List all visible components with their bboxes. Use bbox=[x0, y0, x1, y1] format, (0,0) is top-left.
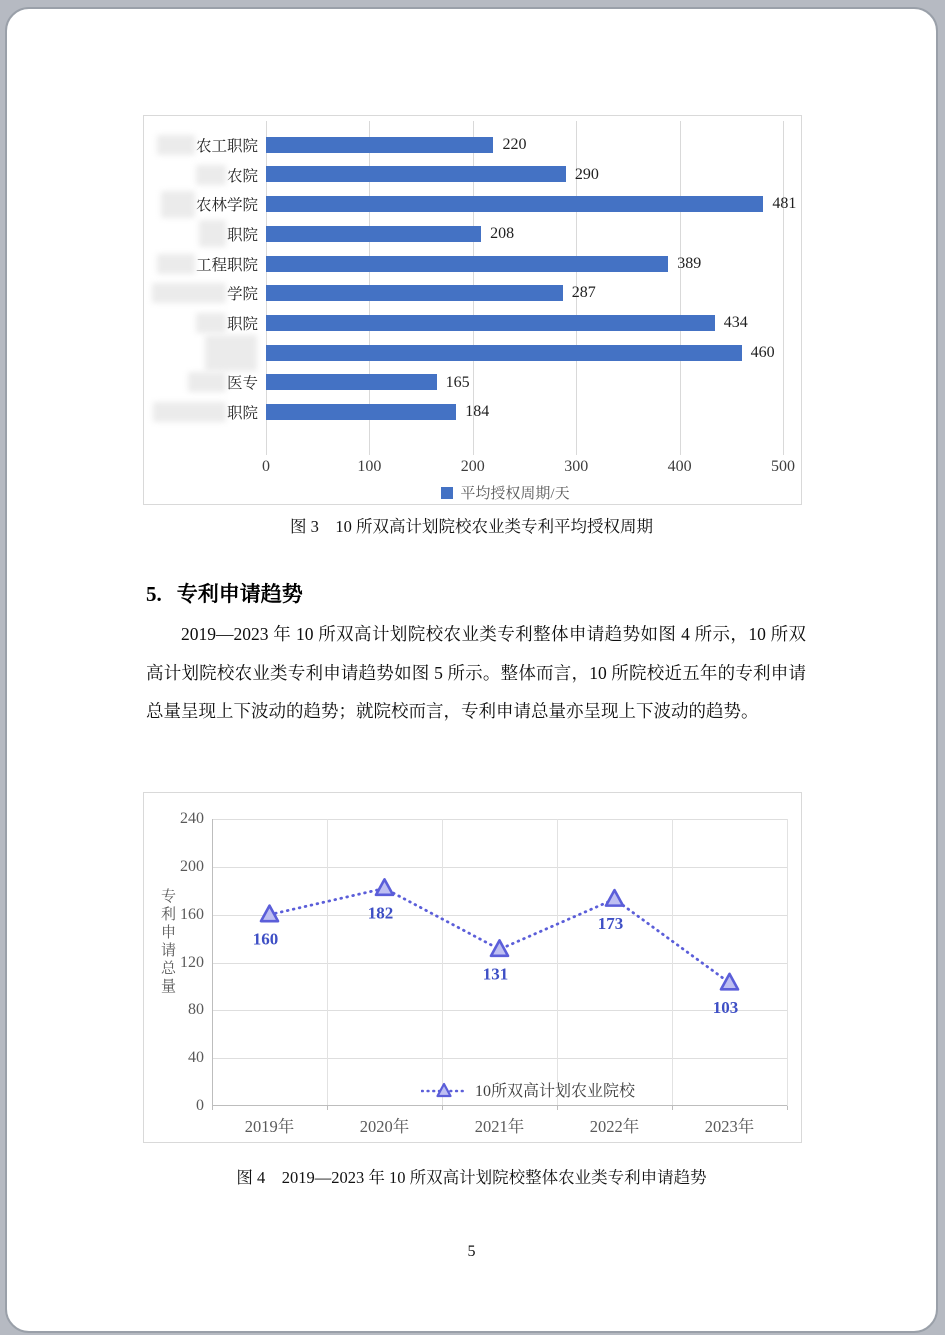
bar-category-text: 医专 bbox=[226, 375, 258, 393]
redacted-text-block bbox=[205, 335, 257, 371]
bar-category-label bbox=[144, 371, 258, 393]
bar bbox=[266, 404, 456, 420]
x-axis-tick-mark bbox=[442, 1106, 443, 1110]
data-point-label: 160 bbox=[252, 929, 279, 949]
bar-value-label: 460 bbox=[750, 343, 775, 361]
figure3-caption: 图 3 10 所双高计划院校农业类专利平均授权周期 bbox=[290, 517, 653, 536]
x-axis-tick-mark bbox=[672, 1106, 673, 1110]
x-axis-tick-mark bbox=[557, 1106, 558, 1110]
y-axis-tick-label: 240 bbox=[180, 810, 204, 827]
bar-value-label: 481 bbox=[772, 195, 797, 213]
x-axis-tick-label: 500 bbox=[771, 458, 795, 475]
x-axis-tick-label: 2022年 bbox=[589, 1117, 640, 1136]
bar-cell bbox=[266, 219, 789, 249]
bar-chart-x-axis-ticks bbox=[262, 458, 795, 478]
bar-category-label bbox=[144, 164, 258, 186]
data-point-marker bbox=[491, 940, 508, 956]
y-axis-tick-label: 120 bbox=[180, 953, 204, 971]
bar-row bbox=[144, 189, 797, 219]
bar bbox=[266, 196, 763, 212]
line-chart-figure4 bbox=[143, 792, 802, 1143]
bar-cell bbox=[266, 397, 789, 427]
bar-row bbox=[144, 368, 789, 398]
bar-category-label bbox=[144, 282, 258, 304]
bar-category-text: 职院 bbox=[226, 405, 258, 423]
redacted-text-block bbox=[153, 402, 226, 422]
body-paragraph: 2019—2023 年 10 所双高计划院校农业类专利整体申请趋势如图 4 所示，10 所双高计划院校农业类专利申请趋势如图 5 所示。整体而言，10 所院校近五年的专利申请总量呈现上下波动的趋势；就院校而言，专利申请总量亦呈现上下波动的趋势。 bbox=[146, 624, 806, 722]
bar-cell bbox=[266, 278, 789, 308]
redacted-text-block bbox=[152, 283, 226, 303]
bar bbox=[266, 315, 715, 331]
x-axis-tick-label: 300 bbox=[564, 458, 589, 475]
x-axis-tick-label: 0 bbox=[262, 458, 270, 475]
redacted-text-block bbox=[196, 313, 226, 333]
legend-marker-icon bbox=[421, 1082, 467, 1098]
gridline bbox=[787, 819, 788, 1106]
bar-chart-figure3 bbox=[143, 115, 802, 505]
bar-row bbox=[144, 338, 789, 368]
bar bbox=[266, 374, 437, 390]
bar-category-text: 农院 bbox=[226, 167, 258, 185]
bar-category-label bbox=[144, 220, 258, 247]
bar-category-text: 职院 bbox=[226, 226, 258, 244]
bar-category-text: 职院 bbox=[226, 315, 258, 333]
bar-value-label: 434 bbox=[723, 314, 748, 332]
bar-cell bbox=[266, 308, 789, 338]
data-point-label: 131 bbox=[482, 964, 509, 984]
redacted-text-block bbox=[199, 220, 226, 247]
data-point-label: 182 bbox=[367, 903, 394, 923]
figure4-caption: 图 4 2019—2023 年 10 所双高计划院校整体农业类专利申请趋势 bbox=[236, 1168, 707, 1187]
bar-category-text: 学院 bbox=[226, 286, 258, 304]
x-axis-tick-mark bbox=[327, 1106, 328, 1110]
bar-cell bbox=[266, 160, 789, 190]
bar-value-label: 165 bbox=[445, 373, 470, 391]
bar-category-text: 农工职院 bbox=[195, 137, 258, 155]
bar-value-label: 184 bbox=[465, 403, 490, 421]
bar bbox=[266, 256, 668, 272]
bar-value-label: 287 bbox=[571, 284, 596, 302]
y-axis-tick-label: 200 bbox=[180, 857, 204, 875]
redacted-text-block bbox=[188, 372, 226, 392]
bar bbox=[266, 166, 566, 182]
y-axis-tick-label: 160 bbox=[180, 905, 204, 923]
data-point-marker bbox=[606, 890, 623, 906]
document-page bbox=[5, 7, 938, 1333]
x-axis-tick-label: 200 bbox=[460, 458, 485, 475]
bar-row bbox=[144, 219, 789, 249]
bar-category-label bbox=[144, 335, 258, 371]
bar-category-label bbox=[144, 253, 258, 275]
line-chart-series bbox=[212, 819, 787, 1106]
bar-row bbox=[144, 308, 789, 338]
line-chart-y-axis-title: 专利申请总量 bbox=[159, 888, 175, 996]
redacted-text-block bbox=[196, 165, 226, 185]
bar-row bbox=[144, 397, 789, 427]
x-axis-tick-label: 400 bbox=[667, 458, 692, 475]
bar-row bbox=[144, 249, 789, 279]
bar-cell bbox=[266, 189, 797, 219]
redacted-text-block bbox=[157, 254, 195, 274]
bar-cell bbox=[266, 130, 789, 160]
data-point-marker bbox=[376, 879, 393, 895]
bar-row bbox=[144, 130, 789, 160]
bar-category-text: 农林学院 bbox=[195, 197, 258, 215]
bar-row bbox=[144, 278, 789, 308]
bar bbox=[266, 345, 742, 361]
bar-cell bbox=[266, 249, 789, 279]
redacted-text-block bbox=[161, 191, 195, 218]
data-point-marker bbox=[721, 974, 738, 990]
bar-cell bbox=[266, 338, 789, 368]
bar-category-label bbox=[144, 401, 258, 423]
bar-category-label bbox=[144, 134, 258, 156]
line-chart-legend bbox=[421, 1078, 635, 1101]
line-chart-x-axis-labels bbox=[212, 1113, 787, 1135]
bar-value-label: 220 bbox=[502, 136, 527, 153]
x-axis-tick-mark bbox=[212, 1106, 213, 1110]
bar-value-label: 290 bbox=[574, 165, 599, 183]
bar-value-label: 208 bbox=[490, 225, 515, 243]
bar-category-label bbox=[144, 312, 258, 334]
y-axis-tick-label: 0 bbox=[196, 1097, 204, 1114]
x-axis-tick-label: 2019年 bbox=[244, 1117, 295, 1136]
x-axis-tick-label: 2021年 bbox=[474, 1117, 525, 1136]
bar bbox=[266, 137, 493, 153]
x-axis-tick-label: 2020年 bbox=[359, 1117, 410, 1136]
legend-swatch-icon bbox=[441, 487, 453, 499]
bar bbox=[266, 285, 563, 301]
bar-chart-legend bbox=[144, 482, 801, 503]
bar bbox=[266, 226, 481, 242]
section-heading bbox=[146, 578, 303, 608]
x-axis-tick-label: 2023年 bbox=[704, 1117, 755, 1136]
x-axis-tick-mark bbox=[787, 1106, 788, 1110]
page-number: 5 bbox=[467, 1243, 476, 1260]
data-point-label: 173 bbox=[597, 914, 624, 934]
bar-category-text: 工程职院 bbox=[195, 256, 258, 274]
bar-cell bbox=[266, 368, 789, 398]
section-title: 专利申请趋势 bbox=[176, 582, 303, 606]
line-chart-legend-label: 10所双高计划农业院校 bbox=[475, 1083, 636, 1100]
data-point-label: 103 bbox=[712, 997, 739, 1017]
bar-value-label: 389 bbox=[677, 254, 702, 272]
bar-category-label bbox=[144, 191, 258, 218]
redacted-text-block bbox=[157, 135, 195, 155]
bar-chart-legend-label: 平均授权周期/天 bbox=[460, 486, 570, 502]
x-axis-tick-label: 100 bbox=[357, 458, 382, 475]
bar-chart-rows bbox=[144, 130, 797, 427]
bar-row bbox=[144, 160, 789, 190]
y-axis-tick-label: 80 bbox=[188, 1001, 204, 1019]
y-axis-tick-label: 40 bbox=[188, 1049, 204, 1067]
section-number: 5. bbox=[146, 582, 162, 606]
